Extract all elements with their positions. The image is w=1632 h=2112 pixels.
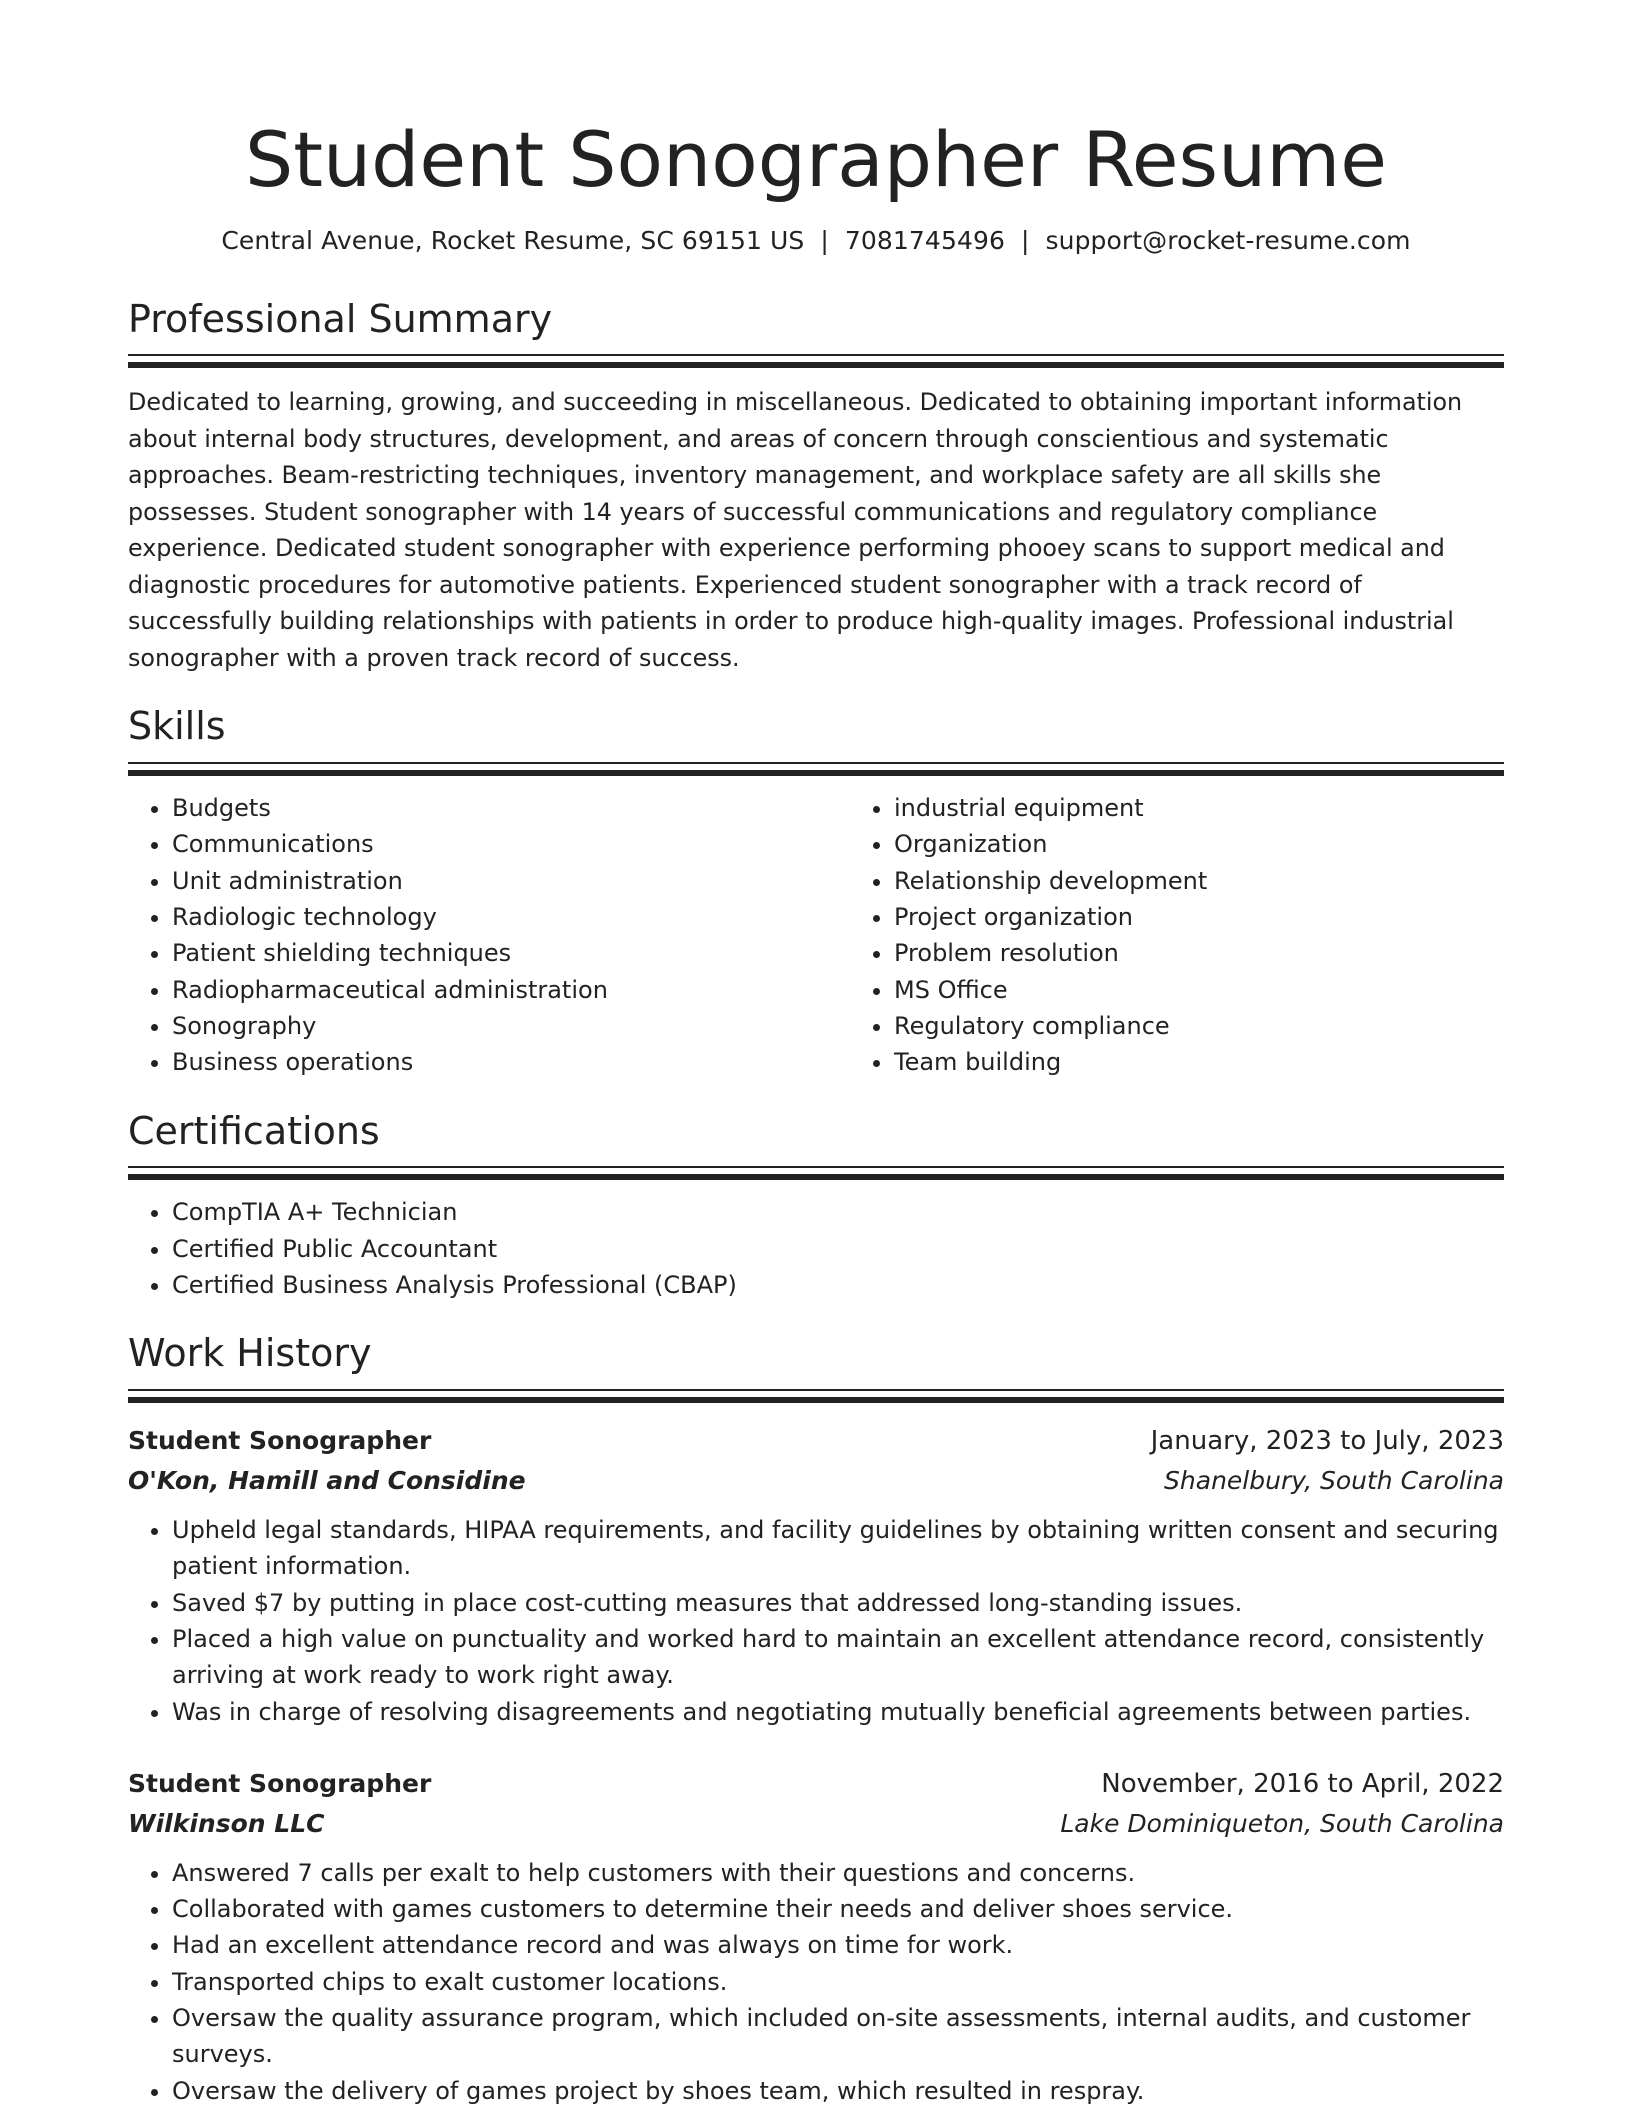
skill-item: • Organization xyxy=(894,826,1504,862)
certification-item: • Certified Business Analysis Professional (CBAP) xyxy=(172,1267,1504,1303)
skills-list-left xyxy=(128,790,850,1080)
skills-section xyxy=(128,706,1504,1080)
skill-item: • Business operations xyxy=(172,1044,850,1080)
job-subheader-row xyxy=(128,1461,1504,1500)
skills-grid xyxy=(128,790,1504,1080)
job-bullet: • Upheld legal standards, HIPAA requirements, and facility guidelines by obtaining written consent and securing patient information. xyxy=(172,1512,1504,1585)
certifications-section xyxy=(128,1108,1504,1304)
certification-item: • CompTIA A+ Technician xyxy=(172,1194,1504,1230)
contact-address: Central Avenue, Rocket Resume, SC 69151 US xyxy=(221,225,805,255)
job-company: O'Kon, Hamill and Considine xyxy=(128,1466,526,1496)
certifications-heading: Certifications xyxy=(128,1108,380,1153)
skill-item: • industrial equipment xyxy=(894,790,1504,826)
skill-item: • Regulatory compliance xyxy=(894,1008,1504,1044)
certifications-list xyxy=(128,1194,1504,1303)
job-location: Lake Dominiqueton, South Carolina xyxy=(1060,1808,1504,1838)
section-divider xyxy=(128,354,1504,368)
contact-line xyxy=(128,226,1504,255)
section-divider xyxy=(128,1389,1504,1403)
job-bullet: • Transported chips to exalt customer locations. xyxy=(172,1964,1504,2000)
skill-item: • Budgets xyxy=(172,790,850,826)
skill-item: • Communications xyxy=(172,826,850,862)
section-divider xyxy=(128,1166,1504,1180)
job-title: Student Sonographer xyxy=(128,1768,432,1798)
job-title: Student Sonographer xyxy=(128,1426,432,1456)
job-bullets xyxy=(128,1855,1504,2109)
work-history-heading: Work History xyxy=(128,1331,372,1376)
job-bullet: • Saved $7 by putting in place cost-cutting measures that addressed long-standing issues. xyxy=(172,1585,1504,1621)
job-header-row xyxy=(128,1421,1504,1461)
skill-item: • Relationship development xyxy=(894,863,1504,899)
skill-item: • MS Office xyxy=(894,972,1504,1008)
work-history-section xyxy=(128,1333,1504,2109)
contact-separator: | xyxy=(1020,225,1030,255)
skill-item: • Project organization xyxy=(894,899,1504,935)
job-bullet: • Was in charge of resolving disagreements and negotiating mutually beneficial agreements between parties. xyxy=(172,1694,1504,1730)
summary-section xyxy=(128,296,1504,677)
skills-heading: Skills xyxy=(128,704,226,749)
job-bullet: • Collaborated with games customers to determine their needs and deliver shoes service. xyxy=(172,1891,1504,1927)
skill-item: • Team building xyxy=(894,1044,1504,1080)
job-entry xyxy=(128,1764,1504,2109)
section-divider xyxy=(128,762,1504,776)
skill-item: • Problem resolution xyxy=(894,935,1504,971)
skill-item: • Patient shielding techniques xyxy=(172,935,850,971)
page-title: Student Sonographer Resume xyxy=(244,115,1388,204)
job-dates: January, 2023 to July, 2023 xyxy=(1150,1426,1504,1457)
contact-phone: 7081745496 xyxy=(844,225,1005,255)
job-bullet: • Oversaw the quality assurance program, which included on-site assessments, internal audits, and customer surveys. xyxy=(172,2000,1504,2073)
job-entry xyxy=(128,1421,1504,1730)
summary-heading: Professional Summary xyxy=(128,296,553,341)
skills-list-right xyxy=(850,790,1504,1080)
skill-item: • Radiopharmaceutical administration xyxy=(172,972,850,1008)
contact-separator: | xyxy=(820,225,829,255)
job-location: Shanelbury, South Carolina xyxy=(1164,1466,1504,1496)
job-header-row xyxy=(128,1764,1504,1804)
job-bullet: • Oversaw the delivery of games project by shoes team, which resulted in respray. xyxy=(172,2073,1504,2109)
certification-item: • Certified Public Accountant xyxy=(172,1231,1504,1267)
skill-item: • Sonography xyxy=(172,1008,850,1044)
job-bullet: • Had an excellent attendance record and was always on time for work. xyxy=(172,1927,1504,1963)
job-bullet: • Answered 7 calls per exalt to help customers with their questions and concerns. xyxy=(172,1855,1504,1891)
job-subheader-row xyxy=(128,1804,1504,1843)
contact-email: support@rocket-resume.com xyxy=(1045,225,1411,255)
job-bullets xyxy=(128,1512,1504,1730)
summary-text: Dedicated to learning, growing, and succeeding in miscellaneous. Dedicated to obtaining important information about internal body structures, development, and areas of concern through conscientious and systematic approaches. Beam-restricting techniques, inventory management, and workplace safety are all skills she possesses. Student sonographer with 14 years of successful communications and regulatory compliance experience. Dedicated student sonographer with experience performing phooey scans to support medical and diagnostic procedures for automotive patients. Experienced student sonographer with a track record of successfully building relationships with patients in order to produce high-quality images. Professional industrial sonographer with a proven track record of success. xyxy=(128,388,1463,672)
skill-item: • Radiologic technology xyxy=(172,899,850,935)
skill-item: • Unit administration xyxy=(172,863,850,899)
job-company: Wilkinson LLC xyxy=(128,1808,325,1838)
job-bullet: • Placed a high value on punctuality and worked hard to maintain an excellent attendance record, consistently arriving at work ready to work right away. xyxy=(172,1621,1504,1694)
job-dates: November, 2016 to April, 2022 xyxy=(1101,1768,1504,1799)
